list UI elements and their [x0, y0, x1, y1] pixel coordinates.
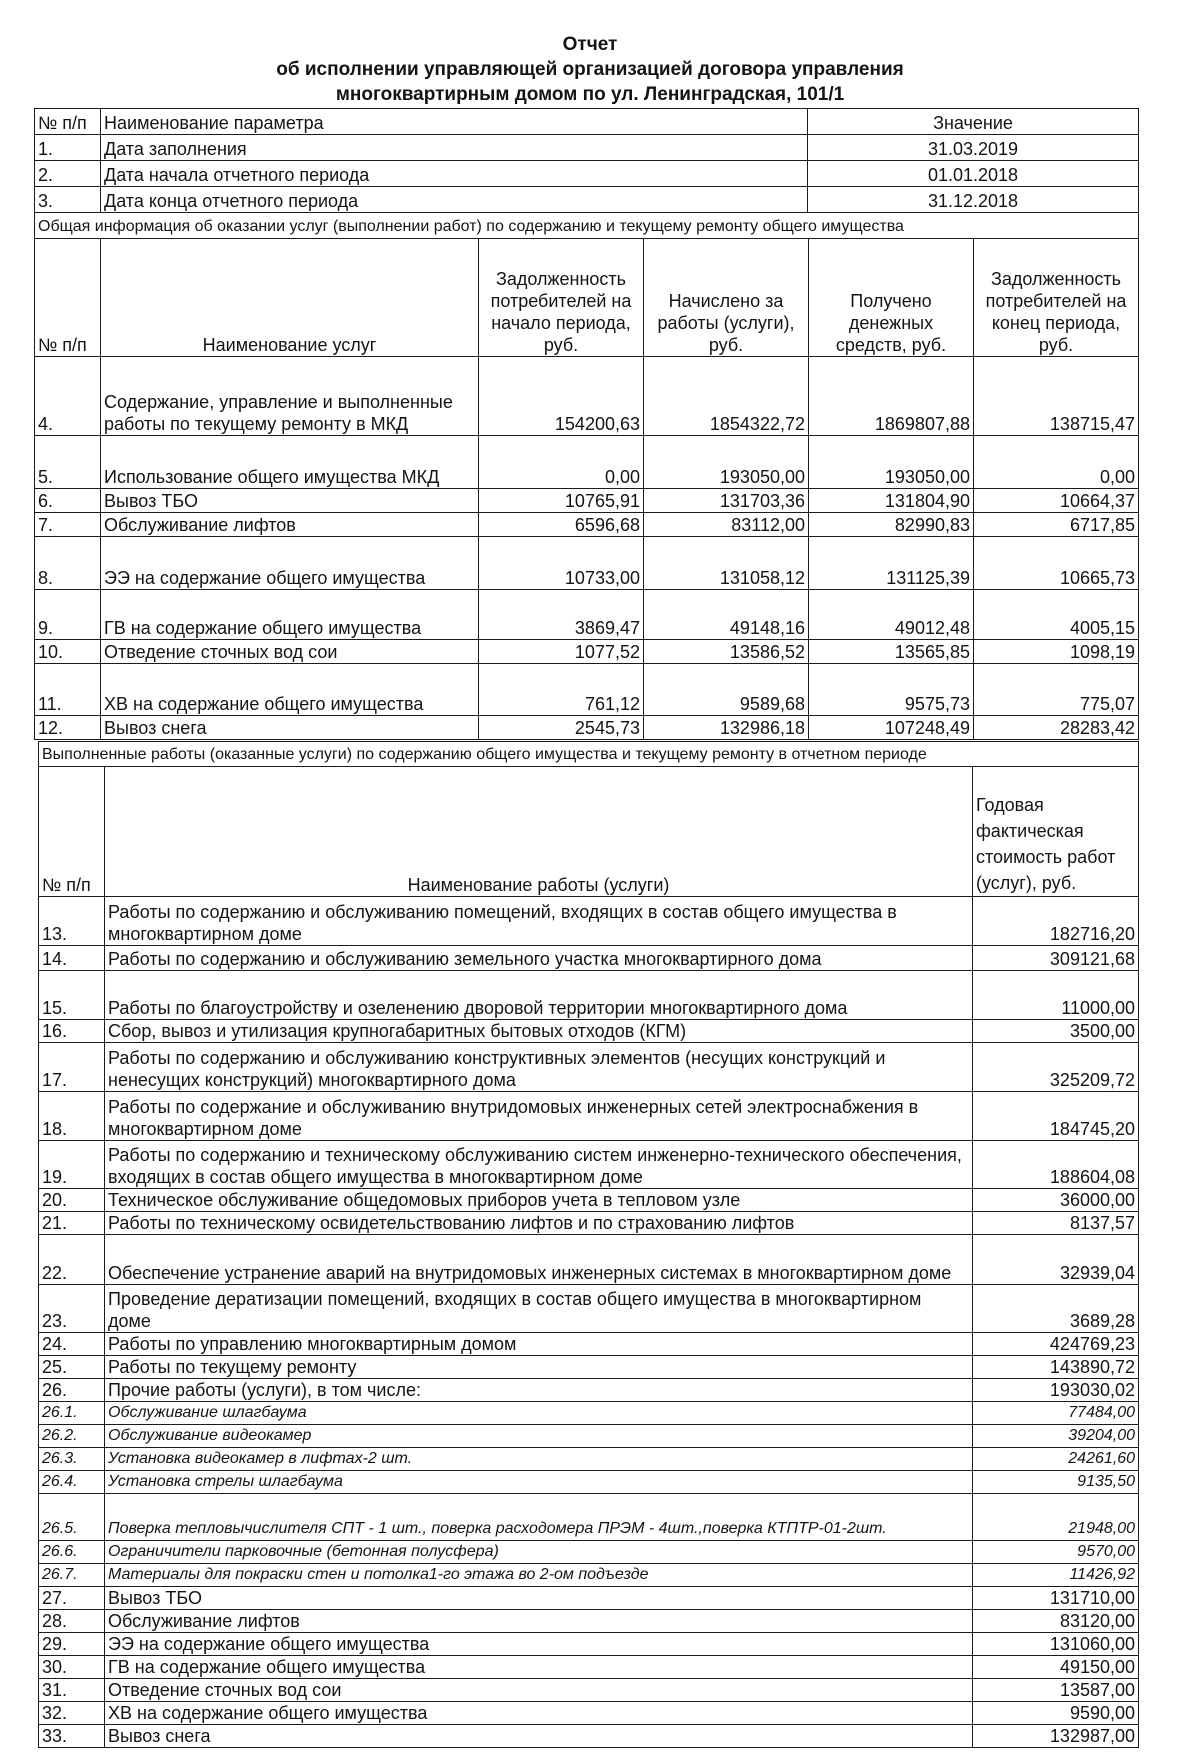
row-number: 26.: [39, 1379, 105, 1402]
row-number: 6.: [35, 489, 101, 513]
row-debt-end: 0,00: [974, 436, 1139, 489]
row-number: 1.: [35, 135, 101, 161]
row-name: Работы по содержание и обслуживанию внутридомовых инженерных сетей электроснабжения в многоквартирном доме: [105, 1092, 973, 1141]
table-row: [39, 1141, 1139, 1189]
row-name: Дата начала отчетного периода: [101, 161, 808, 187]
table-row: [35, 187, 1139, 213]
row-number: 13.: [39, 897, 105, 946]
row-number: 25.: [39, 1356, 105, 1379]
table-row: [35, 716, 1139, 740]
row-number: 26.5.: [39, 1494, 105, 1541]
services-section-title: Общая информация об оказании услуг (выполнении работ) по содержанию и текущему ремонту общего имущества: [35, 213, 1139, 239]
row-name: Вывоз снега: [101, 716, 479, 740]
row-name: Установка видеокамер в лифтах-2 шт.: [105, 1448, 973, 1471]
table-row: [39, 1043, 1139, 1092]
table-row: [39, 1725, 1139, 1748]
row-received: 13565,85: [809, 640, 974, 664]
row-name: ХВ на содержание общего имущества: [105, 1702, 973, 1725]
table-row: [39, 971, 1139, 1020]
row-name: Содержание, управление и выполненные работы по текущему ремонту в МКД: [101, 357, 479, 436]
row-name: Поверка тепловычислителя СПТ - 1 шт., поверка расходомера ПРЭМ - 4шт.,поверка КТПТР-01-2шт.: [105, 1494, 973, 1541]
col-header-debt-start: Задолженность потребителей на начало периода, руб.: [479, 239, 644, 357]
col-header-charged: Начислено за работы (услуги), руб.: [644, 239, 809, 357]
row-number: 22.: [39, 1235, 105, 1285]
row-cost: 182716,20: [973, 897, 1139, 946]
row-debt-start: 3869,47: [479, 590, 644, 640]
col-header-value: Значение: [808, 109, 1139, 135]
row-cost: 3689,28: [973, 1285, 1139, 1333]
row-name: ХВ на содержание общего имущества: [101, 664, 479, 716]
row-charged: 131703,36: [644, 489, 809, 513]
row-name: Работы по содержанию и обслуживанию конструктивных элементов (несущих конструкций и ненесущих конструкций) многоквартирного дома: [105, 1043, 973, 1092]
row-cost: 184745,20: [973, 1092, 1139, 1141]
row-name: Проведение дератизации помещений, входящих в состав общего имущества в многоквартирном доме: [105, 1285, 973, 1333]
table-row: [35, 590, 1139, 640]
row-cost: 24261,60: [973, 1448, 1139, 1471]
col-header-number: № п/п: [35, 239, 101, 357]
row-name: Использование общего имущества МКД: [101, 436, 479, 489]
col-header-received: Получено денежных средств, руб.: [809, 239, 974, 357]
row-value: 31.03.2019: [808, 135, 1139, 161]
row-debt-end: 10665,73: [974, 537, 1139, 590]
row-cost: 49150,00: [973, 1656, 1139, 1679]
services-header-row: [35, 239, 1139, 357]
table-row: [39, 1189, 1139, 1212]
row-name: Обеспечение устранение аварий на внутридомовых инженерных системах в многоквартирном доме: [105, 1235, 973, 1285]
table-row: [39, 1020, 1139, 1043]
params-header-row: [35, 109, 1139, 135]
row-cost: 309121,68: [973, 946, 1139, 971]
row-name: Отведение сточных вод сои: [105, 1679, 973, 1702]
row-number: 12.: [35, 716, 101, 740]
table-row: [35, 357, 1139, 436]
table-row: [35, 513, 1139, 537]
row-debt-start: 6596,68: [479, 513, 644, 537]
table-row: [39, 1471, 1139, 1494]
table-row: [35, 161, 1139, 187]
row-number: 26.2.: [39, 1425, 105, 1448]
row-number: 30.: [39, 1656, 105, 1679]
row-name: Обслуживание лифтов: [101, 513, 479, 537]
table-row: [35, 537, 1139, 590]
table-row: [35, 664, 1139, 716]
row-number: 26.7.: [39, 1564, 105, 1587]
row-cost: 21948,00: [973, 1494, 1139, 1541]
row-cost: 39204,00: [973, 1425, 1139, 1448]
row-value: 31.12.2018: [808, 187, 1139, 213]
row-number: 31.: [39, 1679, 105, 1702]
params-table: [34, 108, 1139, 213]
row-cost: 132987,00: [973, 1725, 1139, 1748]
row-cost: 11426,92: [973, 1564, 1139, 1587]
row-number: 26.4.: [39, 1471, 105, 1494]
row-number: 15.: [39, 971, 105, 1020]
table-row: [39, 1587, 1139, 1610]
table-row: [39, 1212, 1139, 1235]
row-number: 23.: [39, 1285, 105, 1333]
row-number: 14.: [39, 946, 105, 971]
row-name: Дата конца отчетного периода: [101, 187, 808, 213]
row-cost: 131710,00: [973, 1587, 1139, 1610]
row-charged: 49148,16: [644, 590, 809, 640]
row-cost: 325209,72: [973, 1043, 1139, 1092]
table-row: [39, 1333, 1139, 1356]
row-number: 32.: [39, 1702, 105, 1725]
row-number: 28.: [39, 1610, 105, 1633]
row-number: 18.: [39, 1092, 105, 1141]
row-debt-end: 4005,15: [974, 590, 1139, 640]
row-value: 01.01.2018: [808, 161, 1139, 187]
row-charged: 131058,12: [644, 537, 809, 590]
row-number: 26.1.: [39, 1402, 105, 1425]
row-name: Работы по содержанию и техническому обслуживанию систем инженерно-технического обеспечения, входящих в состав общего имущества в многоквартирном доме: [105, 1141, 973, 1189]
row-cost: 3500,00: [973, 1020, 1139, 1043]
table-row: [39, 1656, 1139, 1679]
table-row: [39, 1285, 1139, 1333]
table-row: [35, 135, 1139, 161]
row-number: 21.: [39, 1212, 105, 1235]
works-table: [38, 741, 1139, 1748]
row-debt-end: 138715,47: [974, 357, 1139, 436]
table-row: [39, 897, 1139, 946]
works-header-row: [39, 767, 1139, 897]
row-received: 1869807,88: [809, 357, 974, 436]
row-cost: 77484,00: [973, 1402, 1139, 1425]
row-name: Обслуживание видеокамер: [105, 1425, 973, 1448]
row-name: ЭЭ на содержание общего имущества: [105, 1633, 973, 1656]
services-section-row: [35, 213, 1139, 239]
table-row: [39, 1448, 1139, 1471]
row-debt-end: 1098,19: [974, 640, 1139, 664]
works-section-title: Выполненные работы (оказанные услуги) по содержанию общего имущества и текущему ремонту в отчетном периоде: [39, 742, 1139, 767]
row-cost: 83120,00: [973, 1610, 1139, 1633]
row-number: 2.: [35, 161, 101, 187]
works-section-row: [39, 742, 1139, 767]
table-row: [35, 489, 1139, 513]
row-received: 193050,00: [809, 436, 974, 489]
row-charged: 132986,18: [644, 716, 809, 740]
row-name: Работы по содержанию и обслуживанию земельного участка многоквартирного дома: [105, 946, 973, 971]
row-name: Работы по управлению многоквартирным домом: [105, 1333, 973, 1356]
row-received: 49012,48: [809, 590, 974, 640]
row-cost: 9590,00: [973, 1702, 1139, 1725]
row-name: Работы по содержанию и обслуживанию помещений, входящих в состав общего имущества в многоквартирном доме: [105, 897, 973, 946]
table-row: [35, 436, 1139, 489]
col-header-annual-cost: Годовая фактическая стоимость работ (услуг), руб.: [973, 767, 1139, 897]
table-row: [39, 1235, 1139, 1285]
row-charged: 193050,00: [644, 436, 809, 489]
row-cost: 193030,02: [973, 1379, 1139, 1402]
table-row: [35, 640, 1139, 664]
table-row: [39, 1564, 1139, 1587]
row-name: Ограничители парковочные (бетонная полусфера): [105, 1541, 973, 1564]
col-header-number: № п/п: [35, 109, 101, 135]
row-received: 131804,90: [809, 489, 974, 513]
row-name: Отведение сточных вод сои: [101, 640, 479, 664]
row-name: ЭЭ на содержание общего имущества: [101, 537, 479, 590]
row-charged: 1854322,72: [644, 357, 809, 436]
row-number: 26.6.: [39, 1541, 105, 1564]
report-subtitle: об исполнении управляющей организацией договора управления: [276, 59, 904, 80]
row-number: 3.: [35, 187, 101, 213]
row-number: 8.: [35, 537, 101, 590]
row-number: 17.: [39, 1043, 105, 1092]
row-number: 27.: [39, 1587, 105, 1610]
table-row: [39, 1633, 1139, 1656]
row-debt-start: 761,12: [479, 664, 644, 716]
row-number: 5.: [35, 436, 101, 489]
table-row: [39, 1402, 1139, 1425]
report-title: Отчет: [562, 34, 618, 55]
table-row: [39, 1679, 1139, 1702]
row-cost: 13587,00: [973, 1679, 1139, 1702]
row-name: ГВ на содержание общего имущества: [105, 1656, 973, 1679]
row-cost: 9570,00: [973, 1541, 1139, 1564]
table-row: [39, 1092, 1139, 1141]
row-name: Сбор, вывоз и утилизация крупногабаритных бытовых отходов (КГМ): [105, 1020, 973, 1043]
row-number: 24.: [39, 1333, 105, 1356]
row-cost: 188604,08: [973, 1141, 1139, 1189]
row-debt-end: 6717,85: [974, 513, 1139, 537]
row-debt-start: 10765,91: [479, 489, 644, 513]
row-name: ГВ на содержание общего имущества: [101, 590, 479, 640]
row-cost: 131060,00: [973, 1633, 1139, 1656]
col-header-service-name: Наименование услуг: [101, 239, 479, 357]
table-row: [39, 1541, 1139, 1564]
row-name: Вывоз ТБО: [105, 1587, 973, 1610]
row-name: Вывоз снега: [105, 1725, 973, 1748]
row-cost: 32939,04: [973, 1235, 1139, 1285]
services-table: [34, 212, 1139, 740]
row-received: 107248,49: [809, 716, 974, 740]
row-name: Техническое обслуживание общедомовых приборов учета в тепловом узле: [105, 1189, 973, 1212]
table-row: [39, 946, 1139, 971]
row-name: Обслуживание шлагбаума: [105, 1402, 973, 1425]
row-number: 26.3.: [39, 1448, 105, 1471]
row-name: Работы по техническому освидетельствованию лифтов и по страхованию лифтов: [105, 1212, 973, 1235]
table-row: [39, 1425, 1139, 1448]
row-number: 29.: [39, 1633, 105, 1656]
row-cost: 36000,00: [973, 1189, 1139, 1212]
table-row: [39, 1702, 1139, 1725]
row-number: 9.: [35, 590, 101, 640]
row-debt-start: 10733,00: [479, 537, 644, 590]
row-number: 4.: [35, 357, 101, 436]
row-debt-start: 0,00: [479, 436, 644, 489]
row-number: 10.: [35, 640, 101, 664]
row-debt-start: 1077,52: [479, 640, 644, 664]
row-cost: 143890,72: [973, 1356, 1139, 1379]
col-header-number: № п/п: [39, 767, 105, 897]
row-received: 82990,83: [809, 513, 974, 537]
row-name: Прочие работы (услуги), в том числе:: [105, 1379, 973, 1402]
row-cost: 424769,23: [973, 1333, 1139, 1356]
col-header-work-name: Наименование работы (услуги): [105, 767, 973, 897]
row-debt-start: 154200,63: [479, 357, 644, 436]
row-name: Работы по благоустройству и озеленению дворовой территории многоквартирного дома: [105, 971, 973, 1020]
row-received: 131125,39: [809, 537, 974, 590]
row-number: 7.: [35, 513, 101, 537]
row-debt-end: 28283,42: [974, 716, 1139, 740]
row-received: 9575,73: [809, 664, 974, 716]
row-debt-end: 775,07: [974, 664, 1139, 716]
report-address: многоквартирным домом по ул. Ленинградская, 101/1: [335, 84, 845, 105]
row-cost: 11000,00: [973, 971, 1139, 1020]
col-header-debt-end: Задолженность потребителей на конец периода, руб.: [974, 239, 1139, 357]
row-name: Материалы для покраски стен и потолка1-го этажа во 2-ом подъезде: [105, 1564, 973, 1587]
table-row: [39, 1494, 1139, 1541]
row-name: Работы по текущему ремонту: [105, 1356, 973, 1379]
row-debt-start: 2545,73: [479, 716, 644, 740]
row-number: 33.: [39, 1725, 105, 1748]
row-name: Установка стрелы шлагбаума: [105, 1471, 973, 1494]
row-name: Обслуживание лифтов: [105, 1610, 973, 1633]
row-name: Вывоз ТБО: [101, 489, 479, 513]
row-number: 11.: [35, 664, 101, 716]
row-cost: 9135,50: [973, 1471, 1139, 1494]
row-charged: 9589,68: [644, 664, 809, 716]
table-row: [39, 1379, 1139, 1402]
row-number: 16.: [39, 1020, 105, 1043]
row-cost: 8137,57: [973, 1212, 1139, 1235]
col-header-param-name: Наименование параметра: [101, 109, 808, 135]
row-number: 19.: [39, 1141, 105, 1189]
table-row: [39, 1356, 1139, 1379]
row-debt-end: 10664,37: [974, 489, 1139, 513]
row-number: 20.: [39, 1189, 105, 1212]
table-row: [39, 1610, 1139, 1633]
row-charged: 13586,52: [644, 640, 809, 664]
row-name: Дата заполнения: [101, 135, 808, 161]
row-charged: 83112,00: [644, 513, 809, 537]
